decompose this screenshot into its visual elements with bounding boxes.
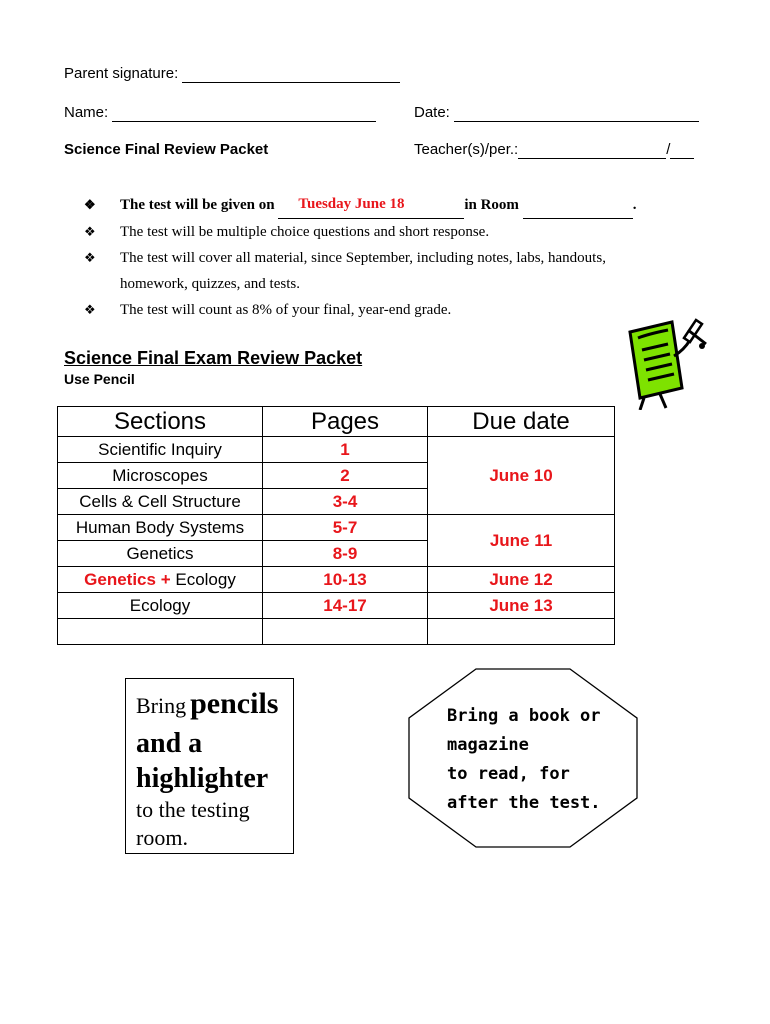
octagon-text: Bring a book or magazine to read, for after the test.	[447, 706, 601, 813]
table-header-row	[58, 407, 615, 437]
header-due-date: Due date	[428, 407, 615, 437]
due-date-cell: June 10	[428, 437, 615, 515]
section-cell: Microscopes	[58, 463, 263, 489]
pages-cell: 10-13	[263, 567, 428, 593]
pages-cell: 5-7	[263, 515, 428, 541]
section-cell	[58, 619, 263, 645]
section-cell: Scientific Inquiry	[58, 437, 263, 463]
due-date-cell: June 13	[428, 593, 615, 619]
date-label: Date:	[414, 104, 450, 121]
section-cell: Genetics	[58, 541, 263, 567]
packet-title: Science Final Review Packet	[64, 141, 269, 158]
parent-signature-row	[64, 65, 400, 83]
table-row	[58, 515, 615, 541]
name-label: Name:	[64, 104, 109, 121]
reminder-box: Bring pencils and a highlighter to the testing room.	[125, 678, 294, 854]
pages-cell: 1	[263, 437, 428, 463]
header-sections: Sections	[58, 407, 263, 437]
notepad-pencil-icon	[622, 316, 708, 410]
teacher-separator: /	[666, 141, 671, 158]
pages-cell: 14-17	[263, 593, 428, 619]
test-date: Tuesday June 18	[298, 196, 405, 212]
due-date-cell: June 12	[428, 567, 615, 593]
diamond-bullet-icon: ❖	[84, 250, 96, 265]
pages-cell: 8-9	[263, 541, 428, 567]
section-cell: Human Body Systems	[58, 515, 263, 541]
date-line[interactable]	[454, 104, 699, 122]
diamond-bullet-icon: ❖	[84, 224, 96, 239]
table-row-empty	[58, 619, 615, 645]
date-row	[414, 104, 699, 122]
schedule-table	[57, 406, 615, 645]
pages-cell: 2	[263, 463, 428, 489]
due-date-cell	[428, 619, 615, 645]
section-cell: Cells & Cell Structure	[58, 489, 263, 515]
section-cell: Ecology	[58, 593, 263, 619]
diamond-bullet-icon: ❖	[84, 197, 96, 212]
table-row	[58, 593, 615, 619]
period-line[interactable]	[670, 141, 694, 159]
parent-signature-line[interactable]	[182, 65, 400, 83]
section-cell: Genetics + Ecology	[58, 567, 263, 593]
header-pages: Pages	[263, 407, 428, 437]
section-subtitle: Use Pencil	[64, 371, 135, 387]
teacher-label: Teacher(s)/per.:	[414, 141, 519, 158]
test-info-list	[84, 192, 724, 323]
name-row	[64, 104, 376, 122]
list-item: ❖ The test will be given on Tuesday June 18 in Room .	[84, 192, 724, 219]
pages-cell	[263, 619, 428, 645]
name-line[interactable]	[112, 104, 376, 122]
table-row	[58, 437, 615, 463]
room-line[interactable]	[523, 192, 633, 219]
due-date-cell: June 11	[428, 515, 615, 567]
pages-cell: 3-4	[263, 489, 428, 515]
parent-signature-label: Parent signature:	[64, 65, 179, 82]
table-row	[58, 567, 615, 593]
diamond-bullet-icon: ❖	[84, 302, 96, 317]
list-item: ❖ The test will cover all material, since September, including notes, labs, handouts, homework, quizzes, and tests.	[84, 245, 724, 297]
list-item: ❖ The test will be multiple choice questions and short response.	[84, 219, 724, 245]
teacher-line[interactable]	[518, 141, 666, 159]
section-title: Science Final Exam Review Packet	[64, 348, 363, 368]
test-date-line	[278, 192, 464, 219]
list-item: ❖ The test will count as 8% of your final, year-end grade.	[84, 297, 724, 323]
teacher-row	[414, 141, 694, 159]
